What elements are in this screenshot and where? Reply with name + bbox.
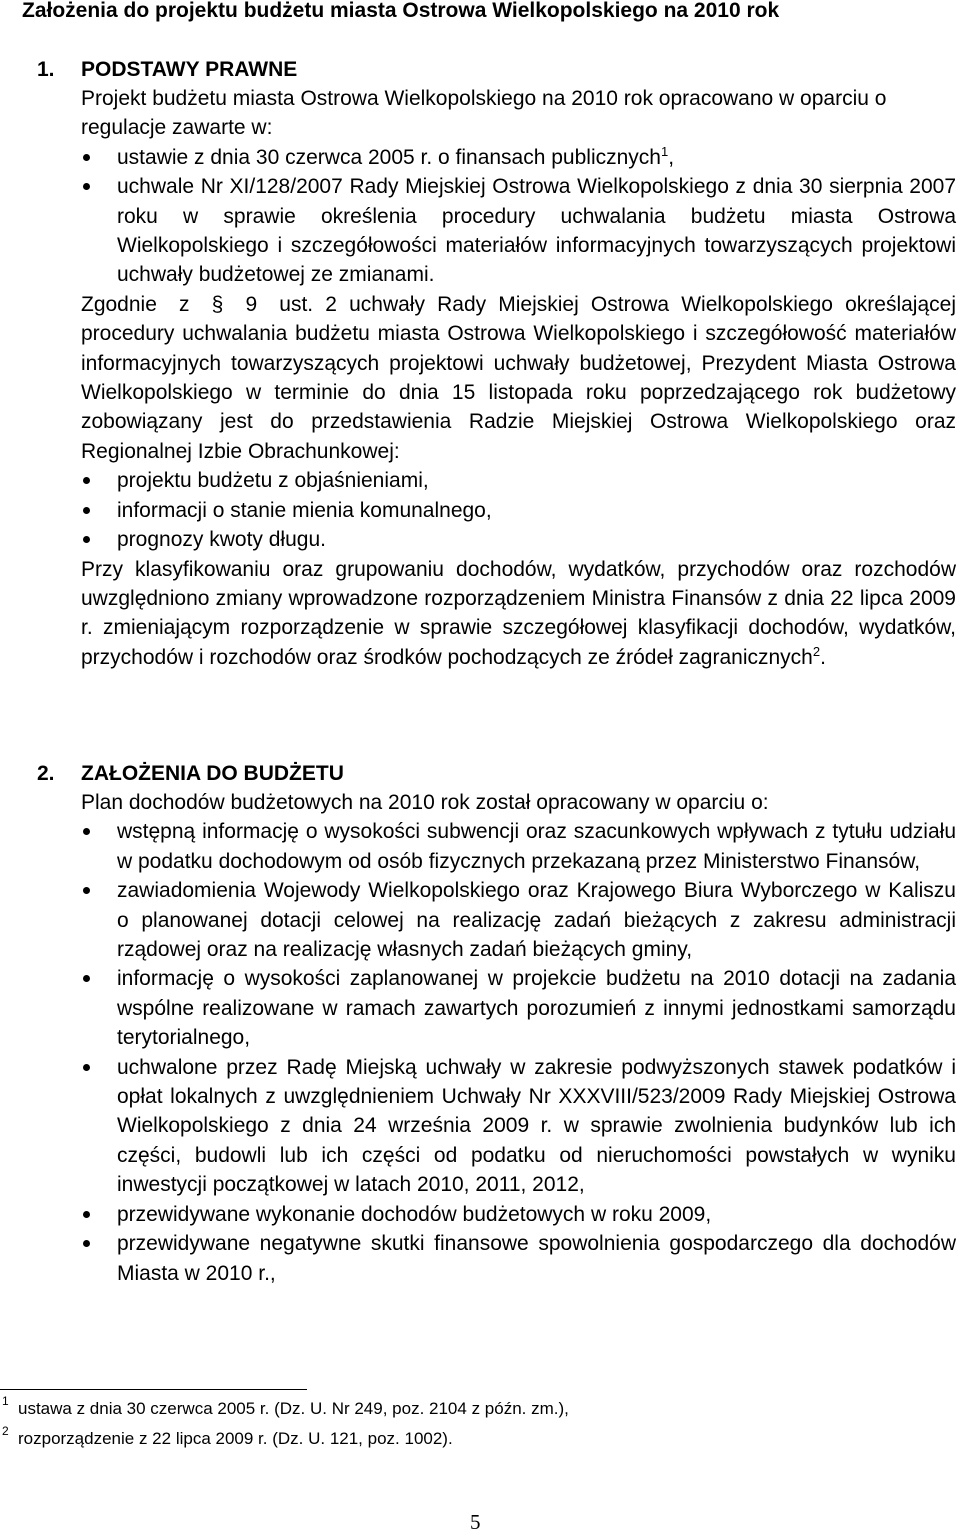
revenue-sources-list bbox=[81, 817, 956, 1288]
section-1-body bbox=[81, 84, 956, 672]
required-documents-list bbox=[81, 466, 956, 554]
list-item bbox=[81, 143, 956, 172]
deadline-paragraph-lead: Zgodnie z § 9 ust. bbox=[81, 292, 314, 316]
footnote-separator bbox=[0, 1389, 307, 1390]
list-item bbox=[81, 964, 956, 1052]
revenue-source-text: przewidywane negatywne skutki finansowe spowolnienia gospodarczego dla dochodów Miasta w 2010 r., bbox=[117, 1232, 956, 1285]
legal-basis-text: uchwale Nr XI/128/2007 Rady Miejskiej Ostrowa Wielkopolskiego z dnia 30 sierpnia 2007 roku w sprawie określenia procedury uchwalania budżetu miasta Ostrowa Wielkopolskiego i szczegółowości materiałów informacyjnych towarzyszących projektowi uchwały budżetowej ze zmianami. bbox=[117, 175, 956, 287]
section-2-intro: Plan dochodów budżetowych na 2010 rok został opracowany w oparciu o: bbox=[81, 791, 769, 814]
document-item-text: informacji o stanie mienia komunalnego, bbox=[117, 498, 492, 522]
section-2-body bbox=[81, 788, 956, 1288]
list-item bbox=[81, 496, 956, 525]
bullet-icon bbox=[83, 887, 90, 894]
bullet-icon bbox=[83, 477, 90, 484]
bullet-icon bbox=[83, 507, 90, 514]
list-item bbox=[81, 1053, 956, 1200]
footnote-1-text: ustawa z dnia 30 czerwca 2005 r. (Dz. U. Nr 249, poz. 2104 z późn. zm.), bbox=[18, 1399, 569, 1418]
bullet-icon bbox=[83, 154, 90, 161]
section-2-title: ZAŁOŻENIA DO BUDŻETU bbox=[81, 762, 344, 785]
section-2-heading bbox=[37, 759, 344, 788]
list-item bbox=[81, 876, 956, 964]
deadline-paragraph bbox=[81, 290, 956, 466]
section-1-number: 1. bbox=[37, 58, 55, 81]
revenue-source-text: informację o wysokości zaplanowanej w projekcie budżetu na 2010 dotacji na zadania wspólne realizowane w ramach zawartych porozumień z innymi jednostkami samorządu terytorialnego, bbox=[117, 967, 956, 1050]
section-1-title: PODSTAWY PRAWNE bbox=[81, 58, 298, 81]
footnote-2-number: 2 bbox=[2, 1424, 9, 1438]
document-item-text: prognozy kwoty długu. bbox=[117, 528, 326, 552]
list-item bbox=[81, 1200, 956, 1229]
classification-paragraph-tail: . bbox=[820, 645, 826, 669]
list-item bbox=[81, 466, 956, 495]
legal-basis-text: ustawie z dnia 30 czerwca 2005 r. o finansach publicznych bbox=[117, 145, 661, 169]
section-1-intro: Projekt budżetu miasta Ostrowa Wielkopolskiego na 2010 rok opracowano w oparciu o regulacje zawarte w: bbox=[81, 87, 887, 140]
page-number: 5 bbox=[470, 1510, 481, 1534]
bullet-icon bbox=[83, 1240, 90, 1247]
deadline-paragraph-rest: 2 uchwały Rady Miejskiej Ostrowa Wielkopolskiego określającej procedury uchwalania budżetu miasta Ostrowa Wielkopolskiego i szczegółowość materiałów informacyjnych towarzyszących projektowi uchwały budżetowej, Prezydent Miasta Ostrowa Wielkopolskiego w terminie do dnia 15 listopada roku poprzedzającego rok budżetowy zobowiązany jest do przedstawienia Radzie Miejskiej Ostrowa Wielkopolskiego oraz Regionalnej Izbie Obrachunkowej: bbox=[81, 292, 956, 463]
footnote-ref-2[interactable]: 2 bbox=[812, 643, 821, 659]
classification-paragraph-text: Przy klasyfikowaniu oraz grupowaniu dochodów, wydatków, przychodów oraz rozchodów uwzględniono zmiany wprowadzone rozporządzeniem Ministra Finansów z dnia 22 lipca 2009 r. zmieniającym rozporządzenie w sprawie szczegółowej klasyfikacji dochodów, wydatków, przychodów i rozchodów oraz środków pochodzących ze źródeł zagranicznych bbox=[81, 557, 956, 669]
revenue-source-text: uchwalone przez Radę Miejską uchwały w zakresie podwyższonych stawek podatków i opłat lokalnych z uwzględnieniem Uchwały Nr XXXVIII/523/2009 Rady Miejskiej Ostrowa Wielkopolskiego z dnia 24 września 2009 r. w sprawie zwolnienia budynków lub ich części, budowli lub ich części od podatku od nieruchomości powstałych w wyniku inwestycji początkowej w latach 2010, 2011, 2012, bbox=[117, 1055, 956, 1197]
list-item bbox=[81, 525, 956, 554]
document-item-text: projektu budżetu z objaśnieniami, bbox=[117, 469, 429, 493]
footnote-1-number: 1 bbox=[2, 1394, 9, 1408]
footnote-1 bbox=[0, 1394, 900, 1424]
bullet-icon bbox=[83, 183, 90, 190]
revenue-source-text: zawiadomienia Wojewody Wielkopolskiego oraz Krajowego Biura Wyborczego w Kaliszu o planowanej dotacji celowej na realizację zadań bieżących z zakresu administracji rządowej oraz na realizację własnych zadań bieżących gminy, bbox=[117, 879, 956, 962]
revenue-source-text: przewidywane wykonanie dochodów budżetowych w roku 2009, bbox=[117, 1202, 712, 1226]
classification-paragraph bbox=[81, 555, 956, 673]
document-title: Założenia do projektu budżetu miasta Ostrowa Wielkopolskiego na 2010 rok bbox=[22, 0, 780, 22]
footnotes bbox=[0, 1394, 900, 1454]
revenue-source-text: wstępną informację o wysokości subwencji oraz szacunkowych wpływach z tytułu udziału w podatku dochodowym od osób fizycznych przekazaną przez Ministerstwo Finansów, bbox=[117, 820, 956, 873]
legal-basis-tail: , bbox=[668, 145, 675, 169]
list-item bbox=[81, 817, 956, 876]
footnote-ref-1[interactable]: 1 bbox=[660, 143, 669, 159]
legal-bases-list bbox=[81, 143, 956, 290]
bullet-icon bbox=[83, 1211, 90, 1218]
bullet-icon bbox=[83, 975, 90, 982]
list-item bbox=[81, 1229, 956, 1288]
footnote-2 bbox=[0, 1424, 900, 1454]
list-item bbox=[81, 172, 956, 290]
bullet-icon bbox=[83, 536, 90, 543]
bullet-icon bbox=[83, 828, 90, 835]
bullet-icon bbox=[83, 1064, 90, 1071]
section-2-number: 2. bbox=[37, 762, 55, 785]
footnote-2-text: rozporządzenie z 22 lipca 2009 r. (Dz. U. 121, poz. 1002). bbox=[18, 1429, 453, 1448]
section-1-heading bbox=[37, 55, 297, 84]
